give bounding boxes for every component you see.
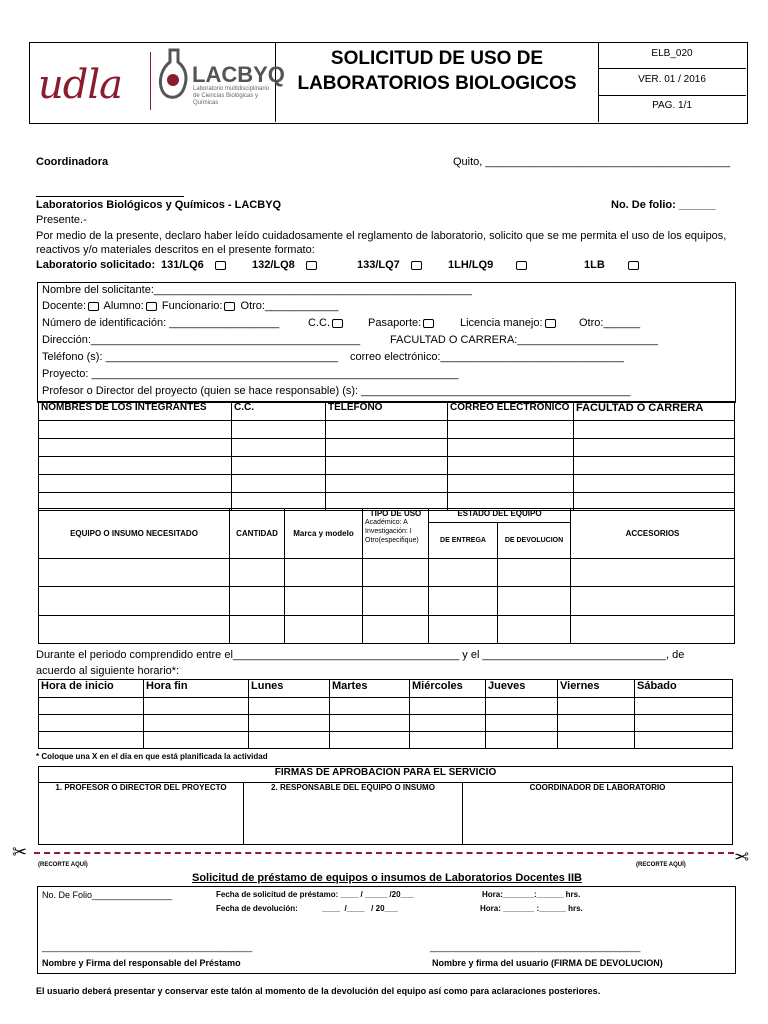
checkbox-funcionario[interactable] xyxy=(224,302,235,311)
signature-label-right: Nombre y firma del usuario (FIRMA DE DEVOLUCION) xyxy=(432,958,663,968)
table-row[interactable] xyxy=(39,715,733,732)
scissors-right-icon: ✂ xyxy=(734,847,750,867)
cut-label-right: (RECORTE AQUÍ) xyxy=(636,862,686,868)
doc-version: VER. 01 / 2016 xyxy=(638,74,706,85)
otro2-field[interactable]: Otro:______ xyxy=(579,317,641,329)
id-number-field[interactable]: Número de identificación: __________________ xyxy=(42,317,280,329)
scissors-left-icon: ✂ xyxy=(12,842,28,862)
lacbyq-logo-subtext: Laboratorio multidisciplinario de Ciencias Biológicas y Químicas xyxy=(193,86,270,106)
signature-line-left[interactable]: __________________________________________ xyxy=(42,942,253,952)
udla-logo: udla xyxy=(38,62,123,108)
lacbyq-logo-text: LACBYQ xyxy=(192,62,285,87)
coordinadora-label: Coordinadora xyxy=(36,156,109,168)
signature-profesor[interactable]: 1. PROFESOR O DIRECTOR DEL PROYECTO xyxy=(39,783,244,845)
applicant-name-field[interactable]: Nombre del solicitante:____________________________________________________ xyxy=(42,284,473,296)
proyecto-field[interactable]: Proyecto: ____________________________________________________________ xyxy=(42,368,459,380)
table-row[interactable] xyxy=(39,616,735,644)
checkbox-icon[interactable] xyxy=(215,261,226,270)
loan-footer-note: El usuario deberá presentar y conservar este talón al momento de la devolución del equipo así como para aclaraciones posteriores. xyxy=(36,986,601,996)
signature-line-right[interactable]: __________________________________________ xyxy=(430,942,641,952)
lab-requested-row: Laboratorio solicitado: 131/LQ6 132/LQ8 133/LQ7 1LH/LQ9 1LB xyxy=(36,259,736,277)
checkbox-alumno[interactable] xyxy=(146,302,157,311)
profesor-field[interactable]: Profesor o Director del proyecto (quien se hace responsable) (s): ____________________________________________ xyxy=(42,385,631,397)
table-row[interactable] xyxy=(39,439,735,457)
doc-page: PAG. 1/1 xyxy=(652,100,692,111)
checkbox-icon[interactable] xyxy=(306,261,317,270)
coordinadora-line[interactable] xyxy=(36,196,184,197)
loan-return-hour-field[interactable]: Hora: _______ :______ hrs. xyxy=(480,904,583,913)
id-row: Número de identificación: __________________ C.C. Pasaporte: Licencia manejo: Otro:______ xyxy=(42,317,641,329)
checkbox-icon[interactable] xyxy=(516,261,527,270)
lab-option-131[interactable]: 131/LQ6 xyxy=(161,259,228,271)
checkbox-cc[interactable] xyxy=(332,319,343,328)
loan-return-date-field[interactable]: Fecha de devolución: ____ /____ / 20___ xyxy=(216,904,398,913)
cut-label-left: (RECORTE AQUÍ) xyxy=(38,862,88,868)
checkbox-icon[interactable] xyxy=(628,261,639,270)
signatures-table: FIRMAS DE APROBACION PARA EL SERVICIO 1. PROFESOR O DIRECTOR DEL PROYECTO 2. RESPONSABLE DEL EQUIPO O INSUMO COORDINADOR DE LABORATORIO xyxy=(38,766,733,845)
folio-field[interactable]: No. De folio: ______ xyxy=(611,199,716,211)
signature-label-left: Nombre y Firma del responsable del Préstamo xyxy=(42,958,241,968)
table-row[interactable] xyxy=(39,732,733,749)
loan-title: Solicitud de préstamo de equipos o insumos de Laboratorios Docentes IIB xyxy=(192,872,582,884)
members-table xyxy=(38,401,735,511)
lab-option-132[interactable]: 132/LQ8 xyxy=(252,259,319,271)
lab-name: Laboratorios Biológicos y Químicos - LACBYQ xyxy=(36,199,282,211)
facultad-field[interactable]: FACULTAD O CARRERA:_______________________ xyxy=(390,334,659,346)
quito-date-field[interactable]: Quito, ________________________________________ xyxy=(453,156,731,168)
checkbox-docente[interactable] xyxy=(88,302,99,311)
checkbox-licencia[interactable] xyxy=(545,319,556,328)
period-line-1[interactable]: Durante el periodo comprendido entre el_____________________________________ y el ______________________________, de xyxy=(36,649,685,661)
members-header-row: NOMBRES DE LOS INTEGRANTES C.C. TELEFONO CORREO ELECTRONICO FACULTAD O CARRERA xyxy=(39,402,735,421)
period-line-2: acuerdo al siguiente horario*: xyxy=(36,665,180,677)
signature-coordinador[interactable]: COORDINADOR DE LABORATORIO xyxy=(463,783,733,845)
loan-request-hour-field[interactable]: Hora:_______:______ hrs. xyxy=(482,890,581,899)
table-row[interactable] xyxy=(39,475,735,493)
schedule-table: Hora de inicio Hora fin Lunes Martes Miércoles Jueves Viernes Sábado xyxy=(38,679,733,749)
applicant-type-row: Docente: Alumno: Funcionario: Otro:____________ xyxy=(42,300,339,312)
logo-divider xyxy=(150,52,151,110)
intro-paragraph: Por medio de la presente, declaro haber leído cuidadosamente el reglamento de laboratorio, solicito que se me permita el uso de los equipos, reactivos y/o materiales descritos en el presente formato: xyxy=(36,230,727,256)
direccion-field[interactable]: Dirección:____________________________________________ xyxy=(42,334,361,346)
cut-line xyxy=(34,852,734,854)
telefono-field[interactable]: Teléfono (s): ______________________________________ xyxy=(42,351,339,363)
table-row[interactable] xyxy=(39,698,733,715)
loan-folio-field[interactable]: No. De Folio________________ xyxy=(42,890,173,900)
equipment-table: EQUIPO O INSUMO NECESITADO CANTIDAD Marca y modelo TIPO DE USO Académico: A Investigación: I Otro(especifique) ESTADO DEL EQUIPO ACCESORIOS DE ENTREGA DE DEVOLUCION xyxy=(38,508,735,644)
lab-option-133[interactable]: 133/LQ7 xyxy=(357,259,424,271)
lab-option-1lh[interactable]: 1LH/LQ9 xyxy=(448,259,529,271)
lacbyq-flask-icon xyxy=(156,48,190,111)
table-row[interactable] xyxy=(39,421,735,439)
loan-request-date-field[interactable]: Fecha de solicitud de préstamo: ____ / _____ /20___ xyxy=(216,890,414,899)
page-title: SOLICITUD DE USO DE LABORATORIOS BIOLOGICOS xyxy=(297,48,577,94)
signature-responsable[interactable]: 2. RESPONSABLE DEL EQUIPO O INSUMO xyxy=(244,783,463,845)
otro-field[interactable]: Otro:____________ xyxy=(240,300,339,312)
table-row[interactable] xyxy=(39,587,735,616)
checkbox-pasaporte[interactable] xyxy=(423,319,434,328)
correo-field[interactable]: correo electrónico:______________________________ xyxy=(350,351,625,363)
lab-option-1lb[interactable]: 1LB xyxy=(584,259,641,271)
presente: Presente.- xyxy=(36,214,87,226)
table-row[interactable] xyxy=(39,457,735,475)
doc-code: ELB_020 xyxy=(651,48,693,59)
checkbox-icon[interactable] xyxy=(411,261,422,270)
table-row[interactable] xyxy=(39,559,735,587)
schedule-note: * Coloque una X en el día en que está planificada la actividad xyxy=(36,752,268,761)
